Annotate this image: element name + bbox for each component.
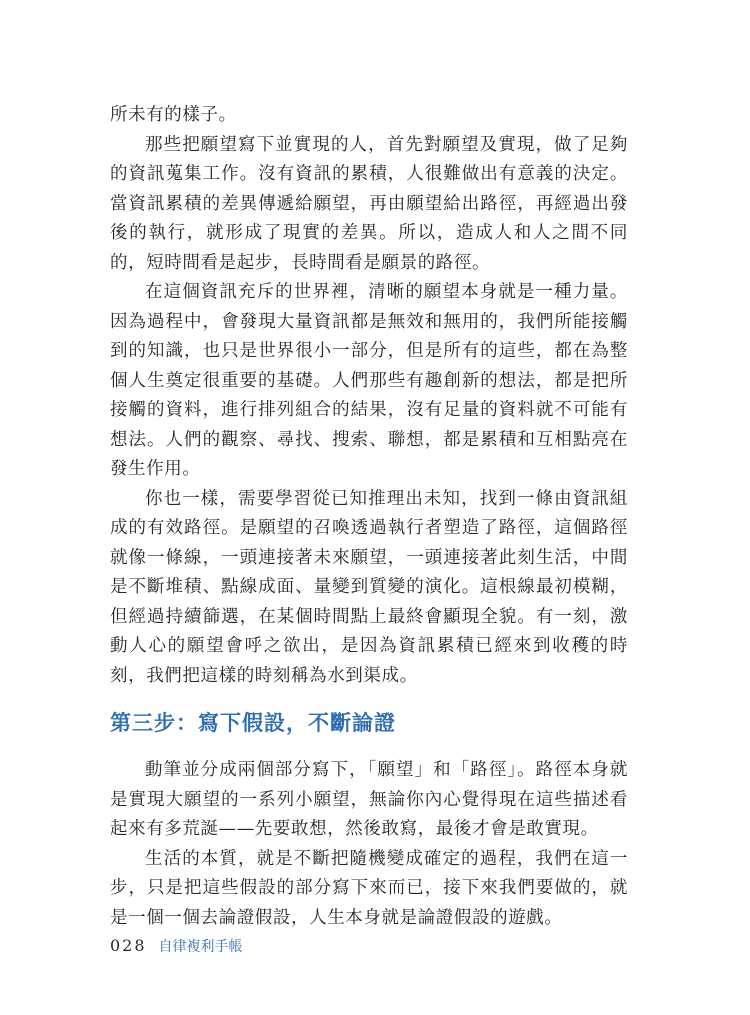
page-number: 028 [110,936,147,955]
paragraph: 那些把願望寫下並實現的人，首先對願望及實現，做了足夠的資訊蒐集工作。沒有資訊的累積，人很難做出有意義的決定。當資訊累積的差異傳遞給願望，再由願望給出路徑，再經過出發後的執行，就形成了現實的差異。所以，造成人和人之間不同的，短時間看是起步，長時間看是願景的路徑。 [110,134,628,273]
paragraph: 你也一樣，需要學習從已知推理出未知，找到一條由資訊組成的有效路徑。是願望的召喚透過執行者塑造了路徑，這個路徑就像一條線，一頭連接著未來願望，一頭連接著此刻生活，中間是不斷堆積、點線成面、量變到質變的演化。這根線最初模糊，但經過持續篩選，在某個時間點上最終會顯現全貌。有一刻，激動人心的願望會呼之欲出，是因為資訊累積已經來到收穫的時刻，我們把這樣的時刻稱為水到渠成。 [110,488,628,686]
book-title: 自律複利手帳 [158,939,243,955]
paragraph: 在這個資訊充斥的世界裡，清晰的願望本身就是一種力量。因為過程中，會發現大量資訊都是無效和無用的，我們所能接觸到的知識，也只是世界很小一部分，但是所有的這些，都在為整個人生奠定很重要的基礎。人們那些有趣創新的想法，都是把所接觸的資料，進行排列組合的結果，沒有足量的資料就不可能有想法。人們的觀察、尋找、搜索、聯想，都是累積和互相點亮在發生作用。 [110,282,628,479]
section-heading: 第三步：寫下假設，不斷論證 [110,711,396,735]
page-body [110,101,628,933]
paragraph: 動筆並分成兩個部分寫下，「願望」和「路徑」。路徑本身就是實現大願望的一系列小願望，無論你內心覺得現在這些描述看起來有多荒誕——先要敢想，然後敢寫，最後才會是敢實現。 [110,760,628,839]
page-footer [110,936,243,956]
paragraph: 生活的本質，就是不斷把隨機變成確定的過程，我們在這一步，只是把這些假設的部分寫下來而已，接下來我們要做的，就是一個一個去論證假設，人生本身就是論證假設的遊戲。 [110,848,628,928]
paragraph-continuation: 所未有的樣子。 [110,105,237,125]
